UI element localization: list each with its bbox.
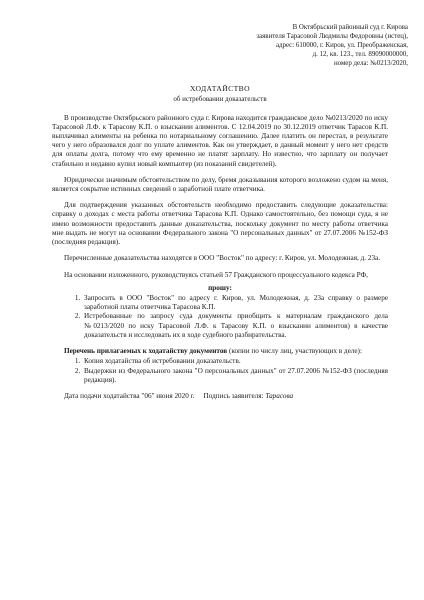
attachments-heading-bold: Перечень прилагаемых к ходатайству документов: [64, 347, 228, 356]
footer-line: [52, 392, 388, 401]
applicant-signature: Тарасова: [265, 391, 294, 400]
document-title: ХОДАТАЙСТВО: [189, 83, 251, 93]
request-list: [52, 294, 388, 340]
attachment-item: 1. Копия ходатайства об истребовании доказательств.: [82, 357, 388, 366]
request-item: 2. Истребованные по запросу суда документы приобщить к материалам гражданского дела №0213/2020 по иску Тарасовой Л.Ф. к Тарасову К.П. о взыскании алиментов) в качестве доказательств и исследовать их в ходе судебного разбирательства.: [82, 312, 388, 340]
signature-label: Подпись заявителя:: [203, 391, 264, 400]
attachment-item: 2. Выдержки из Федерального закона "О персональных данных" от 27.07.2006 №152-ФЗ (последняя редакция).: [82, 367, 388, 385]
attachments-heading: [52, 347, 388, 356]
attachments-heading-rest: (копии по числу лиц, участвующих в деле):: [227, 347, 362, 356]
paragraph-burden-of-proof: Юридически значимым обстоятельством по делу, бремя доказывания которого возложено судом на меня, является сокрытие истинных сведений о заработной плате ответчика.: [52, 175, 388, 194]
filing-date: Дата подачи ходатайства "06" июня 2020 г.: [64, 391, 195, 400]
addressee-court: В Октябрьский районный суд г. Кирова: [292, 24, 408, 31]
document-subtitle: об истребовании доказательств: [173, 94, 267, 103]
applicant-address: адрес: 610000, г. Киров, ул. Преображенская,: [275, 41, 408, 49]
request-heading: прошу:: [208, 283, 232, 292]
applicant-address-phone: д. 12, кв. 123., тел. 89090000000,: [312, 50, 408, 58]
paragraph-legal-basis: На основании изложенного, руководствуясь статьей 57 Гражданского процессуального кодекса РФ,: [64, 270, 368, 279]
paragraph-case-facts: В производстве Октябрьского районного суда г. Кирова находится гражданское дело №0213/2020 по иску Тарасовой Л.Ф. к Тарасову К.П. о взыскании алиментов. С 12.04.2019 по 30.12.2019 ответчик Тарасов К.П. выплачивал алименты на ребенка по нотариальному соглашению. Далее платить он перестал, в результате чего у него образовался долг по уплате алиментов. Как он утверждает, в данный момент у него нет средств для оплаты долга, потому что ему временно не платят зарплату. Но известно, что зарплату он получает стабильно и недавно купил новый компьютер (из показаний свидетелей).: [52, 113, 388, 168]
paragraph-evidence-needed: Для подтверждения указанных обстоятельств необходимо предоставить следующие доказательства: справку о доходах с места работы ответчика Тарасова К.П. Однако самостоятельно, без помощи суда, я не имею возможности предоставить данные доказательства, поскольку документ по месту работы ответчика мне выдать не могут на основании Федерального закона "О персональных данных" от 27.07.2006 №152-ФЗ (последняя редакция).: [52, 201, 388, 247]
request-item: 1. Запросить в ООО "Восток" по адресу г. Киров, ул. Молодежная, д. 23а справку о размере заработной платы ответчика Тарасова К.П.: [82, 294, 388, 312]
case-number: номер дела: №0213/2020,: [333, 59, 408, 67]
addressee-block: [248, 24, 408, 69]
attachments-list: [52, 357, 388, 385]
paragraph-evidence-location: Перечисленные доказательства находятся в ООО "Восток" по адресу: г. Киров, ул. Молодежная, д. 23а.: [64, 254, 381, 263]
applicant-name: заявителя Тарасовой Людмилы Федоровны (истец),: [256, 32, 408, 40]
